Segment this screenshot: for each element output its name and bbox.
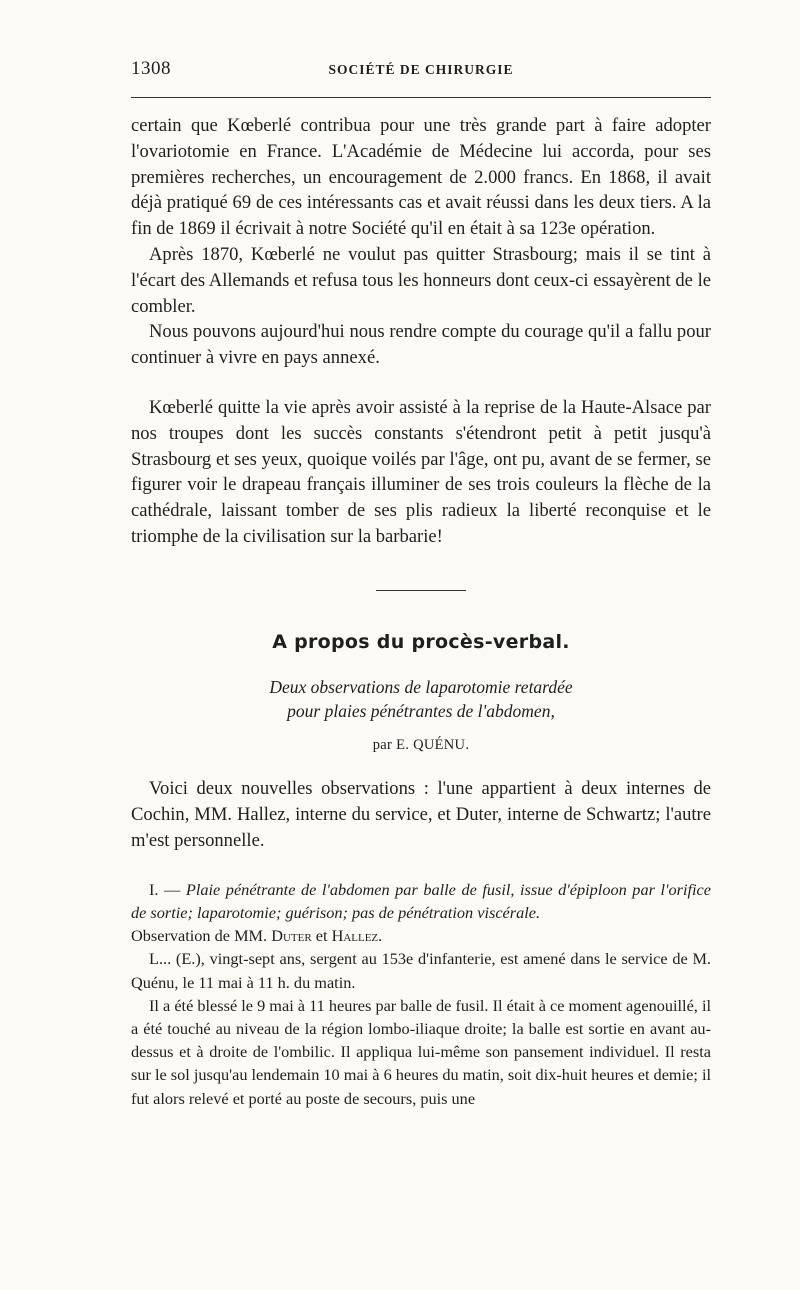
section-separator [376,590,466,591]
observation-heading [131,878,711,924]
case-paragraph-2: Il a été blessé le 9 mai à 11 heures par balle de fusil. Il était à ce moment agenouillé, il a été touché au niveau de la région lombo-iliaque droite; la balle est sortie en avant au-dessus et à droite de l'ombilic. Il appliqua lui-même son pansement individuel. Il resta sur le sol jusqu'au lendemain 10 mai à 6 heures du matin, soit dix-huit heures et demie; il fut alors relevé et porté au poste de secours, puis une [131,995,711,1108]
attribution-and: et [311,926,332,946]
paragraph-continuation: certain que Kœberlé contribua pour une très grande part à faire adopter l'ovariotomie en France. L'Académie de Médecine lui accorda, pour ses premières recherches, un encouragement de 2.000 francs. En 1868, il avait déjà pratiqué 69 de ces intéressants cas et avait réussi dans les deux tiers. A la fin de 1869 il écrivait à notre Société qu'il en était à sa 123e opération. [131,115,711,240]
body-text [131,113,711,1110]
subtitle-line-2: pour plaies pénétrantes de l'abdomen, [287,700,555,721]
observation-number: I. — [149,879,186,899]
observation-attribution [131,924,711,947]
paragraph-courage: Nous pouvons aujourd'hui nous rendre compte du courage qu'il a fallu pour continuer à vivre en pays annexé. [131,321,711,369]
header-rule [131,97,711,98]
section-author: par E. QUÉNU. [372,736,470,753]
case-paragraph-1: L... (E.), vingt-sept ans, sergent au 153e d'infanterie, est amené dans le service de M. Quénu, le 11 mai à 11 h. du matin. [131,949,711,992]
attribution-suffix: . [378,926,383,946]
section-subtitle [131,675,711,723]
paragraph-gap [131,371,711,395]
page-header [131,58,711,88]
section-title: A propos du procès-verbal. [272,630,570,653]
subtitle-line-1: Deux observations de laparotomie retardée [269,676,573,697]
attribution-prefix: Observation de MM. [131,926,272,946]
observation-title: Plaie pénétrante de l'abdomen par balle de fusil, issue d'épiploon par l'orifice de sortie; laparotomie; guérison; pas de pénétration viscérale. [131,879,711,922]
paragraph-koeberle-death: Kœberlé quitte la vie après avoir assisté à la reprise de la Haute-Alsace par nos troupes dont les succès constants s'étendront petit à petit jusqu'à Strasbourg et ses yeux, quoique voilés par l'âge, ont pu, avant de se fermer, se figurer voir le drapeau français illuminer de ses trois couleurs la flèche de la cathédrale, laissant tomber de ses plis radieux la liberté reconquise et le triomphe de la civilisation sur la barbarie! [131,396,711,547]
intro-paragraph: Voici deux nouvelles observations : l'une appartient à deux internes de Cochin, MM. Hallez, interne du service, et Duter, interne de Schwartz; l'autre m'est personnelle. [131,777,711,851]
running-head: SOCIÉTÉ DE CHIRURGIE [328,62,514,77]
paragraph-after-1870: Après 1870, Kœberlé ne voulut pas quitter Strasbourg; mais il se tint à l'écart des Allemands et refusa tous les honneurs dont ceux-ci essayèrent de le combler. [131,243,711,317]
author-hallez: Hallez [331,926,379,946]
page-number: 1308 [131,58,171,79]
author-duter: Duter [271,926,312,946]
